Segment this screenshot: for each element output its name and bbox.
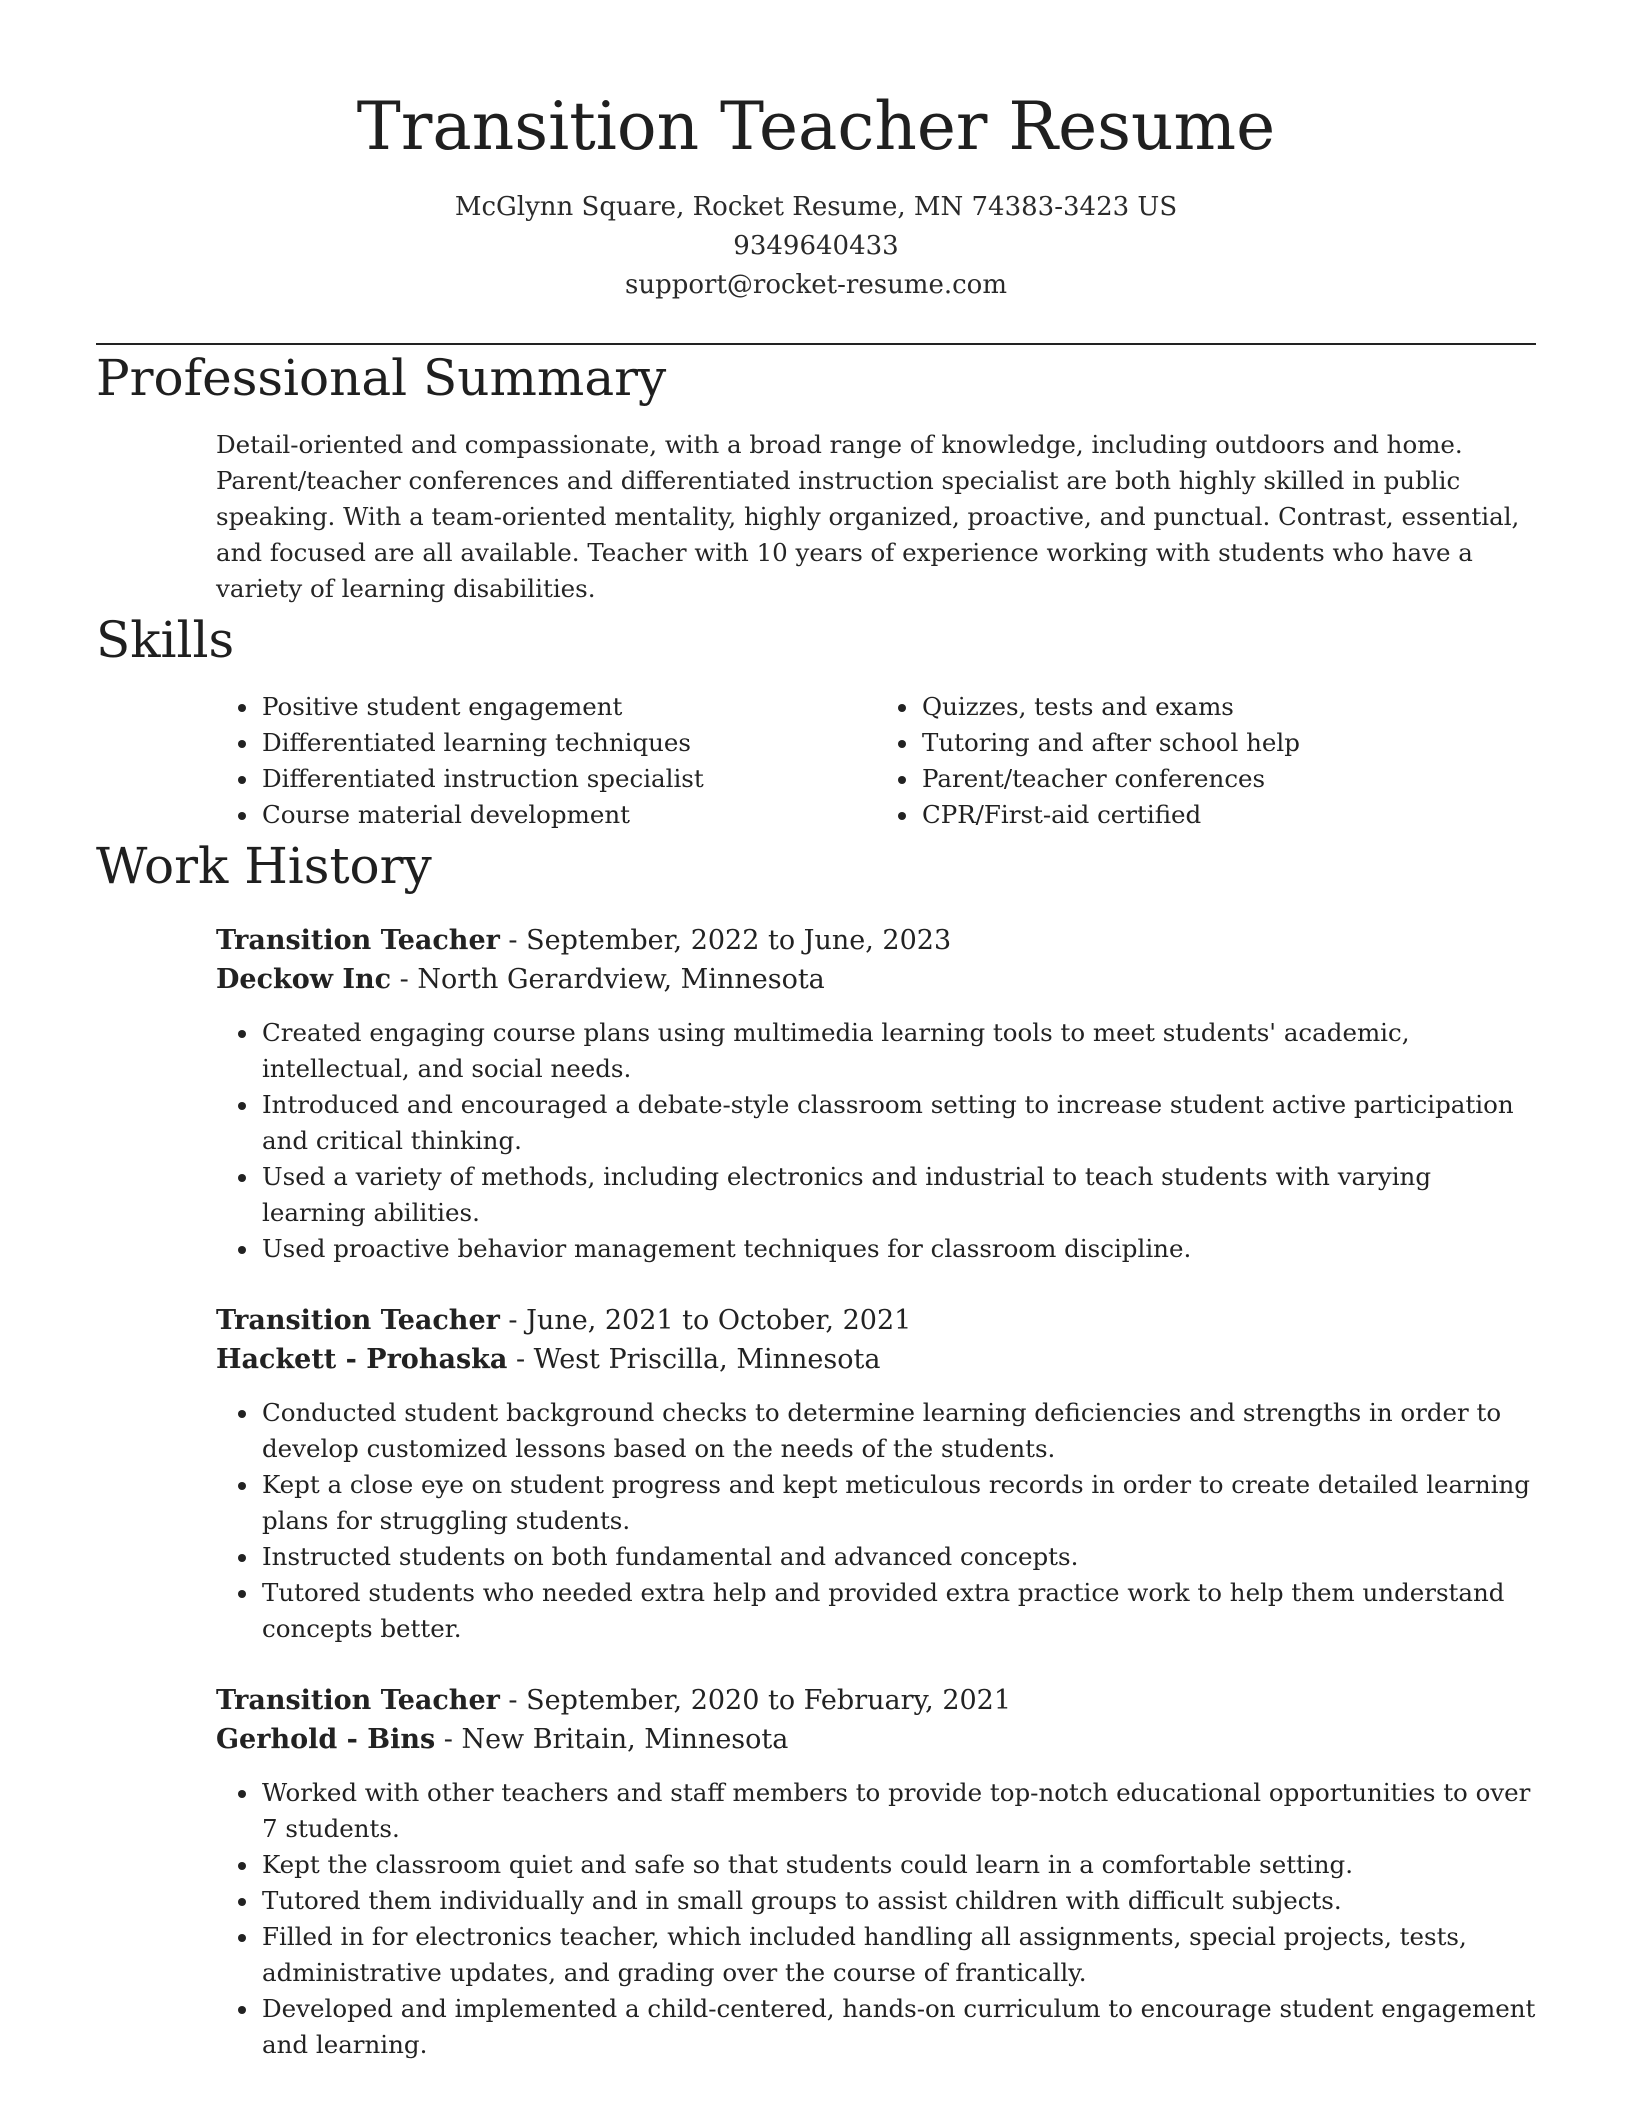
job-title-line [216,1301,1536,1340]
job-location: - New Britain, Minnesota [435,1724,789,1755]
job-bullet-list [216,1395,1536,1647]
skill-item: • Positive student engagement [260,689,876,725]
skill-item: • Quizzes, tests and exams [920,689,1536,725]
summary-section [96,345,1536,607]
job-location: - West Priscilla, Minnesota [507,1344,881,1375]
job-title: Transition Teacher [216,1685,500,1716]
summary-heading: Professional Summary [96,349,667,407]
resume-page [96,0,1536,2063]
job-entry [96,921,1536,1267]
contact-email: support@rocket-resume.com [624,270,1007,300]
job-bullet: • Used a variety of methods, including electronics and industrial to teach students with varying learning abilities. [260,1159,1536,1231]
skill-item: • CPR/First-aid certified [920,797,1536,833]
job-company-line [216,960,1536,999]
skills-column-right [876,689,1536,833]
job-company-line [216,1340,1536,1379]
job-title: Transition Teacher [216,1305,500,1336]
skills-column-left [216,689,876,833]
job-bullet: • Conducted student background checks to determine learning deficiencies and strengths in order to develop customized lessons based on the needs of the students. [260,1395,1536,1467]
job-bullet-list [216,1775,1536,2063]
job-dates: - September, 2020 to February, 2021 [499,1685,1012,1716]
job-entry [96,1681,1536,2063]
job-bullet: • Introduced and encouraged a debate-style classroom setting to increase student active participation and critical thinking. [260,1087,1536,1159]
job-bullet: • Worked with other teachers and staff members to provide top-notch educational opportunities to over 7 students. [260,1775,1536,1847]
job-entry [96,1301,1536,1647]
contact-info [96,188,1536,305]
job-location: - North Gerardview, Minnesota [391,964,825,995]
skill-item: • Course material development [260,797,876,833]
skill-item: • Differentiated instruction specialist [260,761,876,797]
job-company: Hackett - Prohaska [216,1344,508,1375]
job-title: Transition Teacher [216,925,500,956]
skill-item: • Parent/teacher conferences [920,761,1536,797]
job-bullet: • Developed and implemented a child-centered, hands-on curriculum to encourage student engagement and learning. [260,1991,1536,2063]
job-dates: - September, 2022 to June, 2023 [499,925,952,956]
skill-item: • Tutoring and after school help [920,725,1536,761]
contact-address: McGlynn Square, Rocket Resume, MN 74383-3423 US [454,192,1178,222]
job-company: Deckow Inc [216,964,392,995]
job-bullet: • Filled in for electronics teacher, which included handling all assignments, special projects, tests, administrative updates, and grading over the course of frantically. [260,1919,1536,1991]
summary-text: Detail-oriented and compassionate, with a broad range of knowledge, including outdoors and home. Parent/teacher conferences and differentiated instruction specialist are both highly skilled in public speaking. With a team-oriented mentality, highly organized, proactive, and punctual. Contrast, essential, and focused are all available. Teacher with 10 years of experience working with students who have a variety of learning disabilities. [216,430,1520,603]
job-bullet: • Created engaging course plans using multimedia learning tools to meet students' academic, intellectual, and social needs. [260,1015,1536,1087]
resume-title: Transition Teacher Resume [356,88,1276,165]
job-bullet: • Kept a close eye on student progress and kept meticulous records in order to create detailed learning plans for struggling students. [260,1467,1536,1539]
job-bullet: • Used proactive behavior management techniques for classroom discipline. [260,1231,1536,1267]
job-company: Gerhold - Bins [216,1724,436,1755]
skill-item: • Differentiated learning techniques [260,725,876,761]
job-title-line [216,1681,1536,1720]
resume-header [96,0,1536,305]
contact-phone: 9349640433 [733,231,899,261]
work-history-section [96,833,1536,2063]
job-bullet: • Kept the classroom quiet and safe so that students could learn in a comfortable setting. [260,1847,1536,1883]
job-bullet: • Tutored them individually and in small groups to assist children with difficult subjects. [260,1883,1536,1919]
job-dates: - June, 2021 to October, 2021 [499,1305,912,1336]
job-title-line [216,921,1536,960]
job-bullet-list [216,1015,1536,1267]
skills-grid [96,689,1536,833]
work-history-heading: Work History [96,837,432,895]
skills-section [96,607,1536,833]
job-company-line [216,1720,1536,1759]
job-bullet: • Instructed students on both fundamental and advanced concepts. [260,1539,1536,1575]
skills-heading: Skills [96,611,235,669]
job-bullet: • Tutored students who needed extra help and provided extra practice work to help them understand concepts better. [260,1575,1536,1647]
